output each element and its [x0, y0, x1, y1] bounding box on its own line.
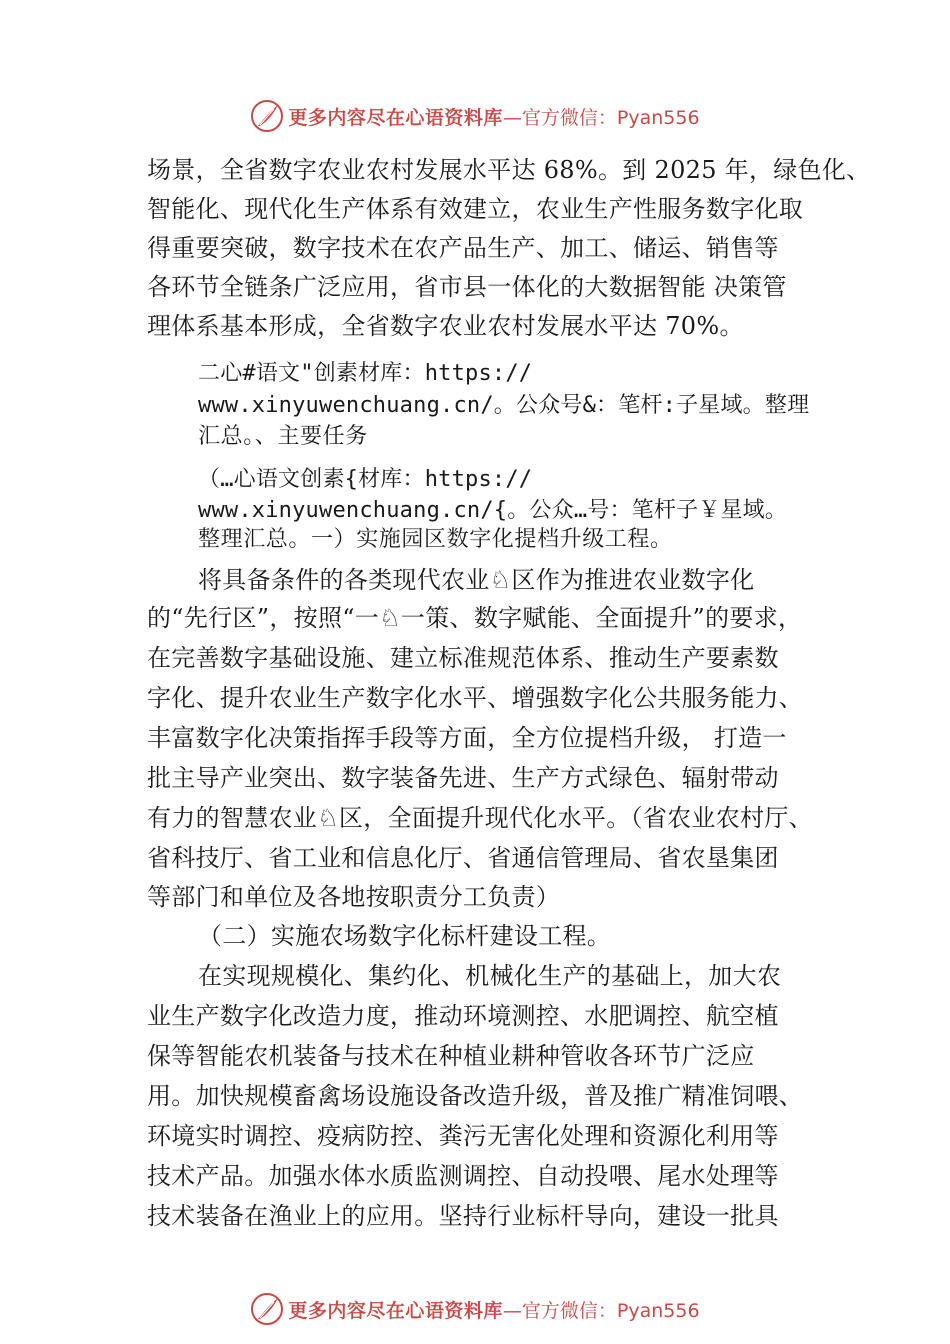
body-line: 将具备条件的各类现代农业♘区作为推进农业数字化 [198, 566, 755, 594]
body-line: 智能化、现代化生产体系有效建立，农业生产性服务数字化取 [147, 195, 804, 223]
body-line: 技术产品。加强水体水质监测调控、自动投喂、尾水处理等 [147, 1162, 779, 1190]
banner-title: 更多内容尽在心语资料库 [288, 1299, 503, 1322]
body-line: 用。加快规模畜禽场设施设备改造升级，普及推广精准饲喂、 [147, 1082, 804, 1110]
body-line: （…心语文创素{材库：https:// [198, 467, 533, 492]
body-line: 保等智能农机装备与技术在种植业耕种管收各环节广泛应 [147, 1042, 755, 1070]
feather-logo-icon [250, 99, 284, 133]
header-watermark-banner [0, 96, 950, 136]
footer-watermark-banner [0, 1289, 950, 1329]
body-line: 得重要突破，数字技术在农产品生产、加工、储运、销售等 [147, 234, 779, 262]
body-line: 环境实时调控、疫病防控、粪污无害化处理和资源化利用等 [147, 1122, 779, 1150]
body-line: 汇总。、主要任务 [198, 424, 368, 449]
body-line: 在实现规模化、集约化、机械化生产的基础上，加大农 [198, 962, 782, 990]
body-line: 场景，全省数字农业农村发展水平达 68%。到 2025 年，绿色化、 [147, 156, 871, 184]
body-line: 理体系基本形成，全省数字农业农村发展水平达 70%。 [147, 312, 744, 340]
body-line: www.xinyuwenchuang.cn/。公众号&：笔杆:子星域。整理 [198, 393, 810, 418]
body-line: 的“先行区”，按照“一♘一策、数字赋能、全面提升”的要求， [147, 604, 803, 632]
feather-logo-icon [250, 1292, 284, 1326]
body-line: 丰富数字化决策指挥手段等方面，全方位提档升级， 打造一 [147, 724, 787, 752]
banner-wechat: —官方微信：Pyan556 [502, 106, 700, 129]
body-line: 整理汇总。一）实施园区数字化提档升级工程。 [198, 527, 673, 552]
body-line: 有力的智慧农业♘区，全面提升现代化水平。（省农业农村厅、 [147, 804, 813, 832]
section-heading: （二）实施农场数字化标杆建设工程。 [198, 922, 612, 950]
body-line: 业生产数字化改造力度，推动环境测控、水肥调控、航空植 [147, 1002, 779, 1030]
banner-title: 更多内容尽在心语资料库 [288, 106, 503, 129]
body-line: 各环节全链条广泛应用，省市县一体化的大数据智能 决策管 [147, 273, 787, 301]
body-line: www.xinyuwenchuang.cn/{。公众…号：笔杆子￥星域。 [198, 498, 788, 523]
body-line: 省科技厅、省工业和信息化厅、省通信管理局、省农垦集团 [147, 844, 779, 872]
body-line: 技术装备在渔业上的应用。坚持行业标杆导向，建设一批具 [147, 1202, 779, 1230]
body-line: 等部门和单位及各地按职责分工负责） [147, 883, 561, 911]
body-line: 在完善数字基础设施、建立标准规范体系、推动生产要素数 [147, 644, 779, 672]
body-line: 字化、提升农业生产数字化水平、增强数字化公共服务能力、 [147, 684, 804, 712]
body-line: 二心#语文"创素材库：https:// [198, 361, 533, 386]
banner-wechat: —官方微信：Pyan556 [502, 1299, 700, 1322]
body-line: 批主导产业突出、数字装备先进、生产方式绿色、辐射带动 [147, 764, 779, 792]
